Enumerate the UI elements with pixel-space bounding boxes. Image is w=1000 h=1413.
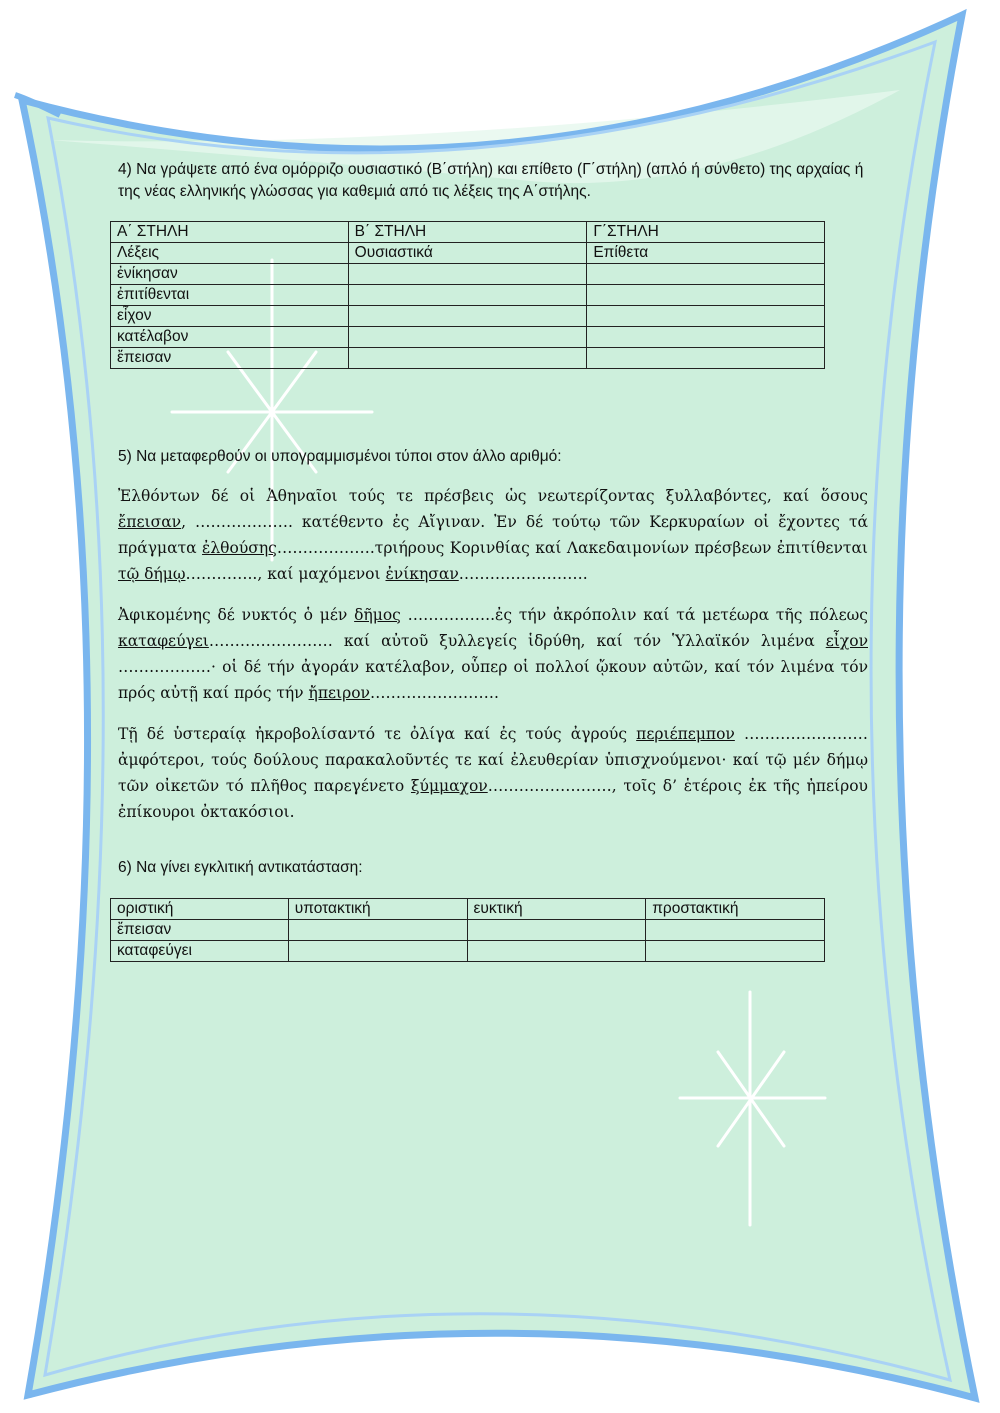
q4-col-c-header: Γ΄ΣΤΗΛΗ bbox=[587, 222, 825, 243]
answer-blank[interactable]: …………………… bbox=[369, 684, 494, 702]
q4-word: ἔπεισαν bbox=[111, 348, 349, 369]
q6-subjunctive-answer-cell[interactable] bbox=[288, 920, 467, 941]
passage-text: , καί μαχόμενοι bbox=[257, 565, 386, 583]
underlined-form: ἤπειρον bbox=[308, 684, 370, 702]
passage-text: , bbox=[181, 513, 196, 531]
q4-noun-answer-cell[interactable] bbox=[348, 264, 587, 285]
answer-blank[interactable]: ………………. bbox=[195, 513, 293, 531]
q4-subheader-nouns: Ουσιαστικά bbox=[348, 243, 587, 264]
q6-table bbox=[110, 898, 825, 962]
answer-blank[interactable]: …………………… bbox=[208, 632, 333, 650]
q4-col-b-header: Β΄ ΣΤΗΛΗ bbox=[348, 222, 587, 243]
answer-blank[interactable]: …………………… bbox=[458, 565, 583, 583]
passage-text: κατέθεντο ἐς Αἴγιναν. Ἐν δέ τούτῳ τῶν Κερκυραίων οἱ ἔχοντες τά πράγματα bbox=[118, 513, 869, 557]
underlined-form: τῷ δήμῳ bbox=[118, 565, 186, 583]
q6-optative-answer-cell[interactable] bbox=[467, 941, 646, 962]
q4-subheader-row bbox=[111, 243, 825, 264]
passage-text: . bbox=[493, 684, 499, 702]
q6-verb: ἔπεισαν bbox=[111, 920, 289, 941]
passage-text: Τῇ δέ ὑστεραίᾳ ἠκροβολίσαντό τε ὀλίγα καί ἐς τούς ἀγρούς bbox=[118, 725, 637, 743]
underlined-form: ἔπεισαν bbox=[118, 513, 182, 531]
q6-subjunctive-answer-cell[interactable] bbox=[288, 941, 467, 962]
answer-blank[interactable]: ………………. bbox=[276, 539, 375, 557]
q6-header-row bbox=[111, 899, 825, 920]
answer-blank[interactable]: …………………… bbox=[743, 725, 868, 743]
passage-text: . bbox=[582, 565, 588, 583]
underlined-form: καταφεύγει bbox=[118, 632, 209, 650]
answer-blank[interactable]: …………………… bbox=[487, 777, 612, 795]
q4-adjective-answer-cell[interactable] bbox=[587, 306, 825, 327]
q6-imperative-answer-cell[interactable] bbox=[646, 941, 825, 962]
q4-noun-answer-cell[interactable] bbox=[348, 285, 587, 306]
q6-title: 6) Να γίνει εγκλιτική αντικατάσταση: bbox=[118, 859, 363, 876]
q4-table bbox=[110, 221, 825, 369]
q4-word: εἶχον bbox=[111, 306, 349, 327]
q6-imperative-answer-cell[interactable] bbox=[646, 920, 825, 941]
underlined-form: ἐλθούσης bbox=[202, 539, 277, 557]
table-row bbox=[111, 920, 825, 941]
q4-subheader-adjectives: Επίθετα bbox=[587, 243, 825, 264]
table-row bbox=[111, 285, 825, 306]
answer-blank[interactable]: ……………… bbox=[118, 658, 211, 676]
q4-header-row bbox=[111, 222, 825, 243]
table-row bbox=[111, 348, 825, 369]
q4-noun-answer-cell[interactable] bbox=[348, 327, 587, 348]
table-row bbox=[111, 306, 825, 327]
q5-paragraph-3 bbox=[118, 721, 868, 825]
q4-adjective-answer-cell[interactable] bbox=[587, 285, 825, 306]
underlined-form: ἐνίκησαν bbox=[385, 565, 459, 583]
q4-word: κατέλαβον bbox=[111, 327, 349, 348]
table-row bbox=[111, 941, 825, 962]
q6-col-optative: ευκτική bbox=[467, 899, 646, 920]
q6-col-indicative: οριστική bbox=[111, 899, 289, 920]
passage-text: τριήρους Κορινθίας καί Λακεδαιμονίων πρέσβεων ἐπιτίθενται bbox=[374, 539, 869, 557]
q4-word: ἐπιτίθενται bbox=[111, 285, 349, 306]
passage-text: Ἀφικομένης δέ νυκτός ὁ μέν bbox=[118, 606, 355, 624]
answer-blank[interactable]: ………….. bbox=[185, 565, 258, 583]
underlined-form: περιέπεμπον bbox=[636, 725, 735, 743]
underlined-form: ξύμμαχον bbox=[410, 777, 488, 795]
q6-optative-answer-cell[interactable] bbox=[467, 920, 646, 941]
table-row bbox=[111, 264, 825, 285]
q5-paragraph-1 bbox=[118, 483, 868, 587]
q5-title: 5) Να μεταφερθούν οι υπογραμμισμένοι τύποι στον άλλο αριθμό: bbox=[118, 448, 562, 465]
q4-adjective-answer-cell[interactable] bbox=[587, 348, 825, 369]
q4-col-a-header: Α΄ ΣΤΗΛΗ bbox=[111, 222, 349, 243]
answer-blank[interactable]: …………….. bbox=[407, 606, 496, 624]
q4-word: ἐνίκησαν bbox=[111, 264, 349, 285]
q6-col-imperative: προστακτική bbox=[646, 899, 825, 920]
passage-text: Ἐλθόντων δέ οἱ Ἀθηναῖοι τούς τε πρέσβεις ὡς νεωτερίζοντας ξυλλαβόντες, καί ὅσους bbox=[118, 487, 868, 505]
passage-text: , τοῖς δ’ ἑτέροις ἐκ τῆς ἠπείρου ἐπίκουροι ὀκτακόσιοι. bbox=[118, 777, 868, 821]
passage-text: ἐς τήν ἀκρόπολιν καί τά μετέωρα τῆς πόλεως bbox=[495, 606, 868, 624]
q4-subheader-words: Λέξεις bbox=[111, 243, 349, 264]
q4-adjective-answer-cell[interactable] bbox=[587, 327, 825, 348]
q4-title: 4) Να γράψετε από ένα ομόρριζο ουσιαστικό (Β΄στήλη) και επίθετο (Γ΄στήλη) (απλό ή σύνθετο) της αρχαίας ή της νέας ελληνικής γλώσσας για καθεμιά από τις λέξεις της Α΄στήλης. bbox=[118, 161, 864, 200]
q5-passage bbox=[118, 483, 868, 840]
underlined-form: εἶχον bbox=[825, 632, 868, 650]
q4-adjective-answer-cell[interactable] bbox=[587, 264, 825, 285]
passage-text: ἀμφότεροι, τούς δούλους παρακαλοῦντές τε καί ἐλευθερίαν ὑπισχνούμενοι· καί τῷ μέν δήμῳ τῶν οἰκετῶν τό πλῆθος παρεγένετο bbox=[118, 751, 868, 795]
underlined-form: δῆμος bbox=[354, 606, 401, 624]
passage-text: καί αὐτοῦ ξυλλεγείς ἱδρύθη, καί τόν Ὑλλαϊκόν λιμένα bbox=[332, 632, 826, 650]
table-row bbox=[111, 327, 825, 348]
q5-paragraph-2 bbox=[118, 602, 868, 706]
q4-noun-answer-cell[interactable] bbox=[348, 348, 587, 369]
passage-text: · οἱ δέ τήν ἀγοράν κατέλαβον, οὗπερ οἱ πολλοί ᾤκουν αὐτῶν, καί τόν λιμένα τόν πρός αὐτῇ καί πρός τήν bbox=[118, 658, 868, 702]
q6-verb: καταφεύγει bbox=[111, 941, 289, 962]
q4-noun-answer-cell[interactable] bbox=[348, 306, 587, 327]
q6-col-subjunctive: υποτακτική bbox=[288, 899, 467, 920]
